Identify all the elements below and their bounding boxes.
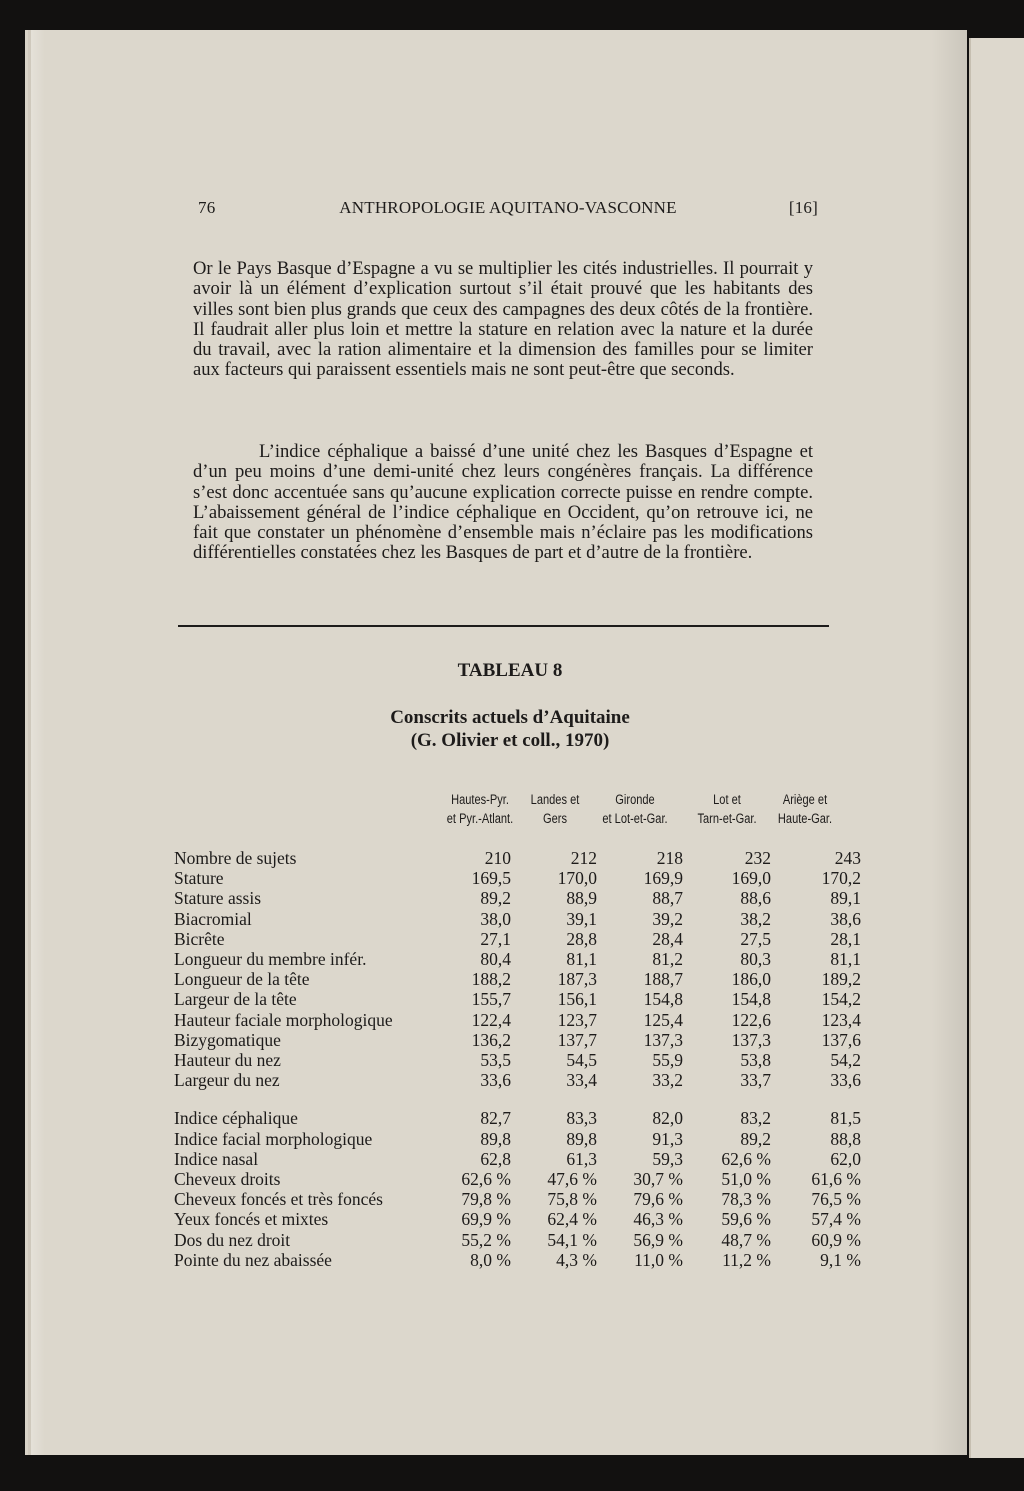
row-label: Indice facial morphologique [174, 1128, 373, 1149]
cell-value: 188,7 [643, 969, 683, 990]
cell-value: 189,2 [821, 969, 861, 990]
row-label: Bicrête [174, 928, 225, 949]
page-number: 76 [198, 198, 216, 217]
cell-value: 155,7 [471, 989, 511, 1010]
cell-value: 33,2 [652, 1070, 683, 1091]
cell-value: 218 [656, 848, 683, 868]
cell-value: 28,8 [566, 928, 597, 949]
cell-value: 33,4 [566, 1070, 597, 1091]
column-header: Ariège et Haute-Gar. [777, 792, 833, 826]
cell-value: 33,7 [740, 1070, 771, 1091]
table-caption [360, 706, 660, 752]
table-row [174, 1108, 861, 1128]
table-title: Conscrits actuels d’Aquitaine [390, 707, 630, 728]
table-row [174, 1129, 861, 1149]
cell-value: 89,8 [566, 1128, 597, 1149]
cell-value: 154,8 [643, 989, 683, 1010]
cell-value: 39,2 [652, 908, 683, 929]
cell-value: 11,0 % [634, 1249, 683, 1270]
table-row [174, 949, 861, 969]
cell-value: 82,7 [480, 1108, 511, 1129]
cell-value: 53,8 [740, 1050, 771, 1071]
cell-value: 30,7 % [633, 1169, 683, 1190]
row-label: Nombre de sujets [174, 848, 297, 868]
cell-value: 136,2 [471, 1029, 511, 1050]
section-divider [178, 625, 829, 627]
row-label: Stature assis [174, 888, 262, 909]
table-row [174, 909, 861, 929]
table-label: TABLEAU 8 [457, 660, 563, 681]
cell-value: 27,1 [480, 928, 511, 949]
cell-value: 47,6 % [547, 1169, 597, 1190]
column-header: Hautes-Pyr. et Pyr.-Atlant. [446, 792, 514, 826]
cell-value: 187,3 [557, 969, 597, 990]
cell-value: 83,3 [566, 1108, 597, 1129]
table-source: (G. Olivier et coll., 1970) [410, 730, 610, 751]
cell-value: 61,6 % [811, 1169, 861, 1190]
cell-value: 88,9 [566, 888, 597, 909]
table-row [174, 1169, 861, 1189]
cell-value: 232 [744, 848, 771, 868]
cell-value: 62,6 % [721, 1148, 771, 1169]
cell-value: 212 [570, 848, 597, 868]
column-header: Lot et Tarn-et-Gar. [697, 792, 757, 826]
row-label: Stature [174, 868, 224, 889]
facing-page-edge [969, 38, 1024, 1458]
cell-value: 169,9 [643, 868, 683, 889]
cell-value: 243 [834, 848, 861, 868]
cell-value: 89,1 [830, 888, 861, 909]
cell-value: 46,3 % [633, 1209, 683, 1230]
data-table [174, 848, 861, 1270]
cell-value: 123,7 [557, 1009, 597, 1030]
cell-value: 169,0 [731, 868, 771, 889]
table-row [174, 1050, 861, 1070]
row-label: Longueur du membre infér. [174, 949, 367, 970]
row-label: Pointe du nez abaissée [174, 1249, 332, 1270]
row-label: Largeur du nez [174, 1070, 280, 1091]
cell-value: 89,8 [480, 1128, 511, 1149]
cell-value: 11,2 % [722, 1249, 771, 1270]
row-label: Cheveux droits [174, 1169, 281, 1190]
cell-value: 69,9 % [461, 1209, 511, 1230]
table-row [174, 1230, 861, 1250]
cell-value: 122,4 [471, 1009, 511, 1030]
cell-value: 170,0 [557, 868, 597, 889]
running-title: ANTHROPOLOGIE AQUITANO-VASCONNE [339, 198, 677, 217]
cell-value: 33,6 [830, 1070, 861, 1091]
cell-value: 38,2 [740, 908, 771, 929]
running-header [198, 198, 818, 222]
table-body [174, 848, 861, 1270]
cell-value: 38,0 [480, 908, 511, 929]
cell-value: 154,8 [731, 989, 771, 1010]
row-label: Indice céphalique [174, 1108, 298, 1129]
cell-value: 9,1 % [820, 1249, 861, 1270]
table-row [174, 969, 861, 989]
cell-value: 59,3 [652, 1148, 683, 1169]
cell-value: 8,0 % [470, 1249, 511, 1270]
cell-value: 51,0 % [721, 1169, 771, 1190]
cell-value: 55,2 % [461, 1229, 511, 1250]
row-label: Longueur de la tête [174, 969, 310, 990]
row-label: Largeur de la tête [174, 989, 297, 1010]
cell-value: 54,1 % [547, 1229, 597, 1250]
cell-value: 39,1 [566, 908, 597, 929]
cell-value: 48,7 % [721, 1229, 771, 1250]
row-label: Hauteur du nez [174, 1050, 281, 1071]
cell-value: 80,3 [740, 949, 771, 970]
cell-value: 62,0 [830, 1148, 861, 1169]
table-row [174, 1070, 861, 1090]
section-ref: [16] [788, 198, 818, 217]
cell-value: 125,4 [643, 1009, 683, 1030]
table-row [174, 868, 861, 888]
cell-value: 75,8 % [547, 1189, 597, 1210]
cell-value: 122,6 [731, 1009, 771, 1030]
table-row [174, 1189, 861, 1209]
cell-value: 88,8 [830, 1128, 861, 1149]
cell-value: 83,2 [740, 1108, 771, 1129]
cell-value: 53,5 [480, 1050, 511, 1071]
cell-value: 81,5 [830, 1108, 861, 1129]
row-spacer [174, 1090, 861, 1108]
cell-value: 54,2 [830, 1050, 861, 1071]
cell-value: 89,2 [740, 1128, 771, 1149]
cell-value: 137,3 [643, 1029, 683, 1050]
cell-value: 186,0 [731, 969, 771, 990]
table-row [174, 929, 861, 949]
row-label: Bizygomatique [174, 1029, 281, 1050]
cell-value: 54,5 [566, 1050, 597, 1071]
cell-value: 156,1 [557, 989, 597, 1010]
cell-value: 81,1 [830, 949, 861, 970]
cell-value: 80,4 [480, 949, 511, 970]
cell-value: 27,5 [740, 928, 771, 949]
cell-value: 61,3 [566, 1148, 597, 1169]
cell-value: 79,8 % [461, 1189, 511, 1210]
cell-value: 170,2 [821, 868, 861, 889]
cell-value: 91,3 [652, 1128, 683, 1149]
cell-value: 82,0 [652, 1108, 683, 1129]
cell-value: 89,2 [480, 888, 511, 909]
table-row [174, 848, 861, 868]
cell-value: 81,2 [652, 949, 683, 970]
cell-value: 78,3 % [721, 1189, 771, 1210]
row-label: Indice nasal [174, 1148, 259, 1169]
paragraph-1: Or le Pays Basque d’Espagne a vu se multiplier les cités industrielles. Il pourrait y avoir là un élément d’explication surtout s’il était prouvé que les habitants des villes sont bien plus grands que ceux des campagnes des deux côtés de la frontière. Il faudrait aller plus loin et mettre la stature en relation avec la nature et la durée du travail, avec la ration alimentaire et la dimension des familles pour se limiter aux facteurs qui paraissent essentiels mais ne sont peut-être que seconds. [193, 258, 813, 381]
cell-value: 154,2 [821, 989, 861, 1010]
cell-value: 81,1 [566, 949, 597, 970]
row-label: Yeux foncés et mixtes [174, 1209, 329, 1230]
cell-value: 62,4 % [547, 1209, 597, 1230]
cell-value: 57,4 % [811, 1209, 861, 1230]
cell-value: 76,5 % [811, 1189, 861, 1210]
cell-value: 38,6 [830, 908, 861, 929]
cell-value: 137,7 [557, 1029, 597, 1050]
row-label: Dos du nez droit [174, 1229, 291, 1250]
table-row [174, 1250, 861, 1270]
cell-value: 59,6 % [721, 1209, 771, 1230]
spacer-cell [174, 1090, 861, 1108]
cell-value: 88,7 [652, 888, 683, 909]
cell-value: 137,6 [821, 1029, 861, 1050]
cell-value: 88,6 [740, 888, 771, 909]
cell-value: 79,6 % [633, 1189, 683, 1210]
row-label: Hauteur faciale morphologique [174, 1009, 393, 1030]
cell-value: 60,9 % [811, 1229, 861, 1250]
paragraph-2: L’indice céphalique a baissé d’une unité chez les Basques d’Espagne et d’un peu moins d’une demi-unité chez leurs congénères français. La différence s’est donc accentuée sans qu’aucune explication correcte puisse en rendre compte. L’abaissement général de l’indice céphalique en Occident, qu’on retrouve ici, ne fait que constater un phénomène d’ensemble mais n’éclaire pas les modifications différentielles constatées chez les Basques de part et d’autre de la frontière. [193, 441, 813, 564]
cell-value: 33,6 [480, 1070, 511, 1091]
cell-value: 62,8 [480, 1148, 511, 1169]
cell-value: 137,3 [731, 1029, 771, 1050]
table-row [174, 1030, 861, 1050]
cell-value: 62,6 % [461, 1169, 511, 1190]
table-row [174, 1010, 861, 1030]
cell-value: 56,9 % [633, 1229, 683, 1250]
column-header: Landes et Gers [530, 792, 580, 826]
cell-value: 55,9 [652, 1050, 683, 1071]
cell-value: 28,1 [830, 928, 861, 949]
table-row [174, 1149, 861, 1169]
cell-value: 28,4 [652, 928, 683, 949]
row-label: Biacromial [174, 908, 252, 929]
column-header: Gironde et Lot-et-Gar. [602, 792, 668, 826]
row-label: Cheveux foncés et très foncés [174, 1189, 383, 1210]
cell-value: 123,4 [821, 1009, 861, 1030]
cell-value: 210 [484, 848, 511, 868]
table-row [174, 888, 861, 908]
table-row [174, 989, 861, 1009]
table-row [174, 1209, 861, 1229]
cell-value: 188,2 [471, 969, 511, 990]
cell-value: 169,5 [471, 868, 511, 889]
cell-value: 4,3 % [556, 1249, 597, 1270]
